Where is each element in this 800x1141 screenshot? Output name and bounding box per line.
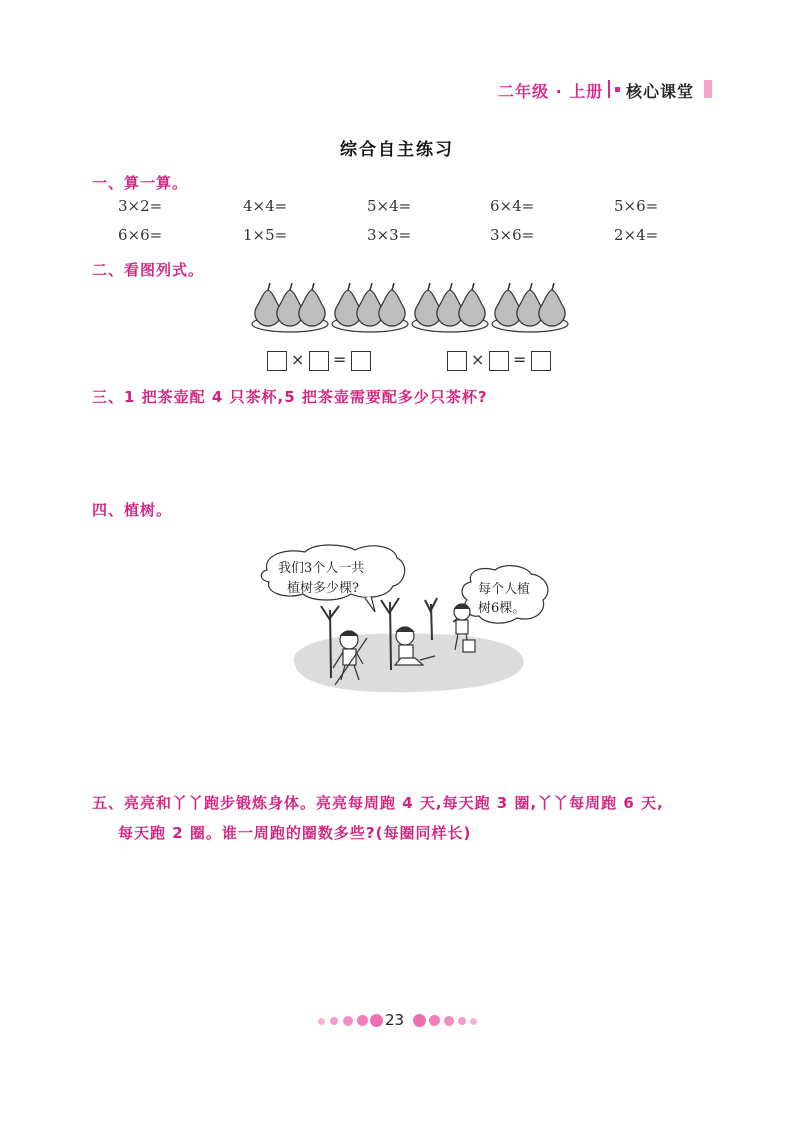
- answer-box[interactable]: [267, 351, 287, 371]
- section5-line2: 每天跑 2 圈。谁一周跑的圈数多些?(每圈同样长): [118, 824, 472, 842]
- calc-item: 4×4=: [243, 197, 288, 215]
- equals-sign: =: [513, 350, 527, 369]
- footer-dots-left: [318, 1015, 378, 1027]
- calc-item: 6×4=: [490, 197, 535, 215]
- pear-icon: [459, 290, 485, 326]
- calc-item: 3×3=: [367, 226, 412, 244]
- pear-icon: [415, 290, 441, 326]
- section1-heading: 一、算一算。: [92, 174, 189, 192]
- calc-item: 3×2=: [118, 197, 163, 215]
- bubble-left-line2: 植树多少棵?: [287, 581, 359, 596]
- bubble-right-line1: 每个人植: [478, 582, 531, 597]
- pear-icon: [495, 290, 521, 326]
- calc-item: 5×6=: [614, 197, 659, 215]
- pear-icon: [277, 290, 303, 326]
- section5-line1: 五、亮亮和丫丫跑步锻炼身体。亮亮每周跑 4 天,每天跑 3 圈,丫丫每周跑 6 天,: [92, 794, 664, 812]
- pear-icon: [299, 290, 325, 326]
- pear-icon: [539, 290, 565, 326]
- pear-icon: [437, 290, 463, 326]
- header-separator: [608, 80, 610, 98]
- times-sign: ×: [471, 350, 485, 369]
- pears-illustration: [250, 278, 580, 338]
- section3-heading: 三、1 把茶壶配 4 只茶杯,5 把茶壶需要配多少只茶杯?: [92, 388, 488, 406]
- header-square-icon: [615, 87, 620, 92]
- equals-sign: =: [333, 350, 347, 369]
- header-grade: 二年级 · 上册: [498, 82, 604, 101]
- answer-box[interactable]: [351, 351, 371, 371]
- pear-icon: [255, 290, 281, 326]
- footer-dots-right: [413, 1015, 483, 1027]
- answer-box[interactable]: [531, 351, 551, 371]
- pear-plate: [252, 283, 328, 332]
- header-course: 核心课堂: [626, 82, 695, 101]
- pear-plate: [492, 283, 568, 332]
- calc-item: 5×4=: [367, 197, 412, 215]
- section4-heading: 四、植树。: [92, 501, 173, 519]
- answer-box[interactable]: [489, 351, 509, 371]
- bubble-left-line1: 我们3个人一共: [278, 561, 365, 576]
- times-sign: ×: [291, 350, 305, 369]
- pear-icon: [379, 290, 405, 326]
- header-bar: [704, 80, 712, 98]
- answer-box[interactable]: [447, 351, 467, 371]
- calc-item: 6×6=: [118, 226, 163, 244]
- page-number: 23: [385, 1011, 405, 1029]
- pear-plate: [412, 283, 488, 332]
- pear-icon: [335, 290, 361, 326]
- bubble-right-line2: 树6棵。: [478, 601, 526, 616]
- answer-box[interactable]: [309, 351, 329, 371]
- section2-heading: 二、看图列式。: [92, 261, 205, 279]
- calc-item: 2×4=: [614, 226, 659, 244]
- page-title: 综合自主练习: [340, 140, 454, 160]
- pear-plate: [332, 283, 408, 332]
- calc-item: 3×6=: [490, 226, 535, 244]
- calc-item: 1×5=: [243, 226, 288, 244]
- pear-icon: [357, 290, 383, 326]
- pear-icon: [517, 290, 543, 326]
